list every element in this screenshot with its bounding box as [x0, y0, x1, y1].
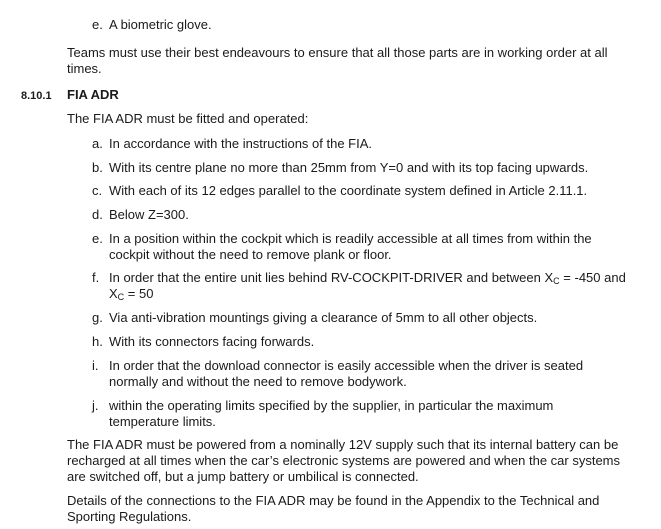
list-item-b [92, 160, 627, 176]
list-item-text: With its connectors facing forwards. [109, 334, 315, 349]
list-marker: d. [92, 207, 103, 222]
list-marker: i. [92, 358, 99, 373]
list-marker: f. [92, 270, 100, 285]
list-item-text: With each of its 12 edges parallel to the coordinate system defined in Article 2.11.1. [109, 183, 588, 198]
list-marker: a. [92, 136, 103, 151]
list-item-text: In a position within the cockpit which is readily accessible at all times from within the cockpit without the need to remove plank or floor. [109, 231, 592, 262]
list-item-j [92, 398, 627, 430]
list-item-prev-e [92, 17, 627, 33]
section-number: 8.10.1 [21, 90, 52, 102]
list-item-text: In accordance with the instructions of the FIA. [109, 136, 373, 151]
list-item-text: A biometric glove. [109, 17, 212, 32]
list-item-f [92, 270, 627, 302]
list-item-text: within the operating limits specified by the supplier, in particular the maximum temperature limits. [109, 398, 554, 429]
power-paragraph: The FIA ADR must be powered from a nominally 12V supply such that its internal battery can be recharged at all times when the car’s electronic systems are powered and when the car systems are switched off, but a jump battery or umbilical is connected. [67, 437, 621, 484]
list-item-text: In order that the download connector is easily accessible when the driver is seated normally and without the need to remove bodywork. [109, 358, 584, 389]
list-marker: h. [92, 334, 103, 349]
list-item-text: Below Z=300. [109, 207, 189, 222]
list-item-g [92, 310, 627, 326]
list-marker: e. [92, 17, 103, 32]
section-title: FIA ADR [67, 87, 119, 102]
list-item-a [92, 136, 627, 152]
list-item-text: With its centre plane no more than 25mm from Y=0 and with its top facing upwards. [109, 160, 589, 175]
details-paragraph: Details of the connections to the FIA ADR may be found in the Appendix to the Technical and Sporting Regulations. [67, 493, 600, 524]
list-item-d [92, 207, 627, 223]
list-item-h [92, 334, 627, 350]
list-marker: e. [92, 231, 103, 246]
list-marker: g. [92, 310, 103, 325]
list-marker: b. [92, 160, 103, 175]
list-marker: j. [92, 398, 99, 413]
list-item-e [92, 231, 627, 263]
list-item-i [92, 358, 627, 390]
intro-paragraph: The FIA ADR must be fitted and operated: [67, 111, 309, 126]
list-item-c [92, 183, 627, 199]
list-item-text: Via anti-vibration mountings giving a clearance of 5mm to all other objects. [109, 310, 538, 325]
list-item-text: In order that the entire unit lies behind RV-COCKPIT-DRIVER and between $X_C = -450$ and $X_C = 50$ [109, 270, 626, 302]
list-marker: c. [92, 183, 103, 198]
teams-paragraph: Teams must use their best endeavours to ensure that all those parts are in working order at all times. [67, 45, 608, 76]
